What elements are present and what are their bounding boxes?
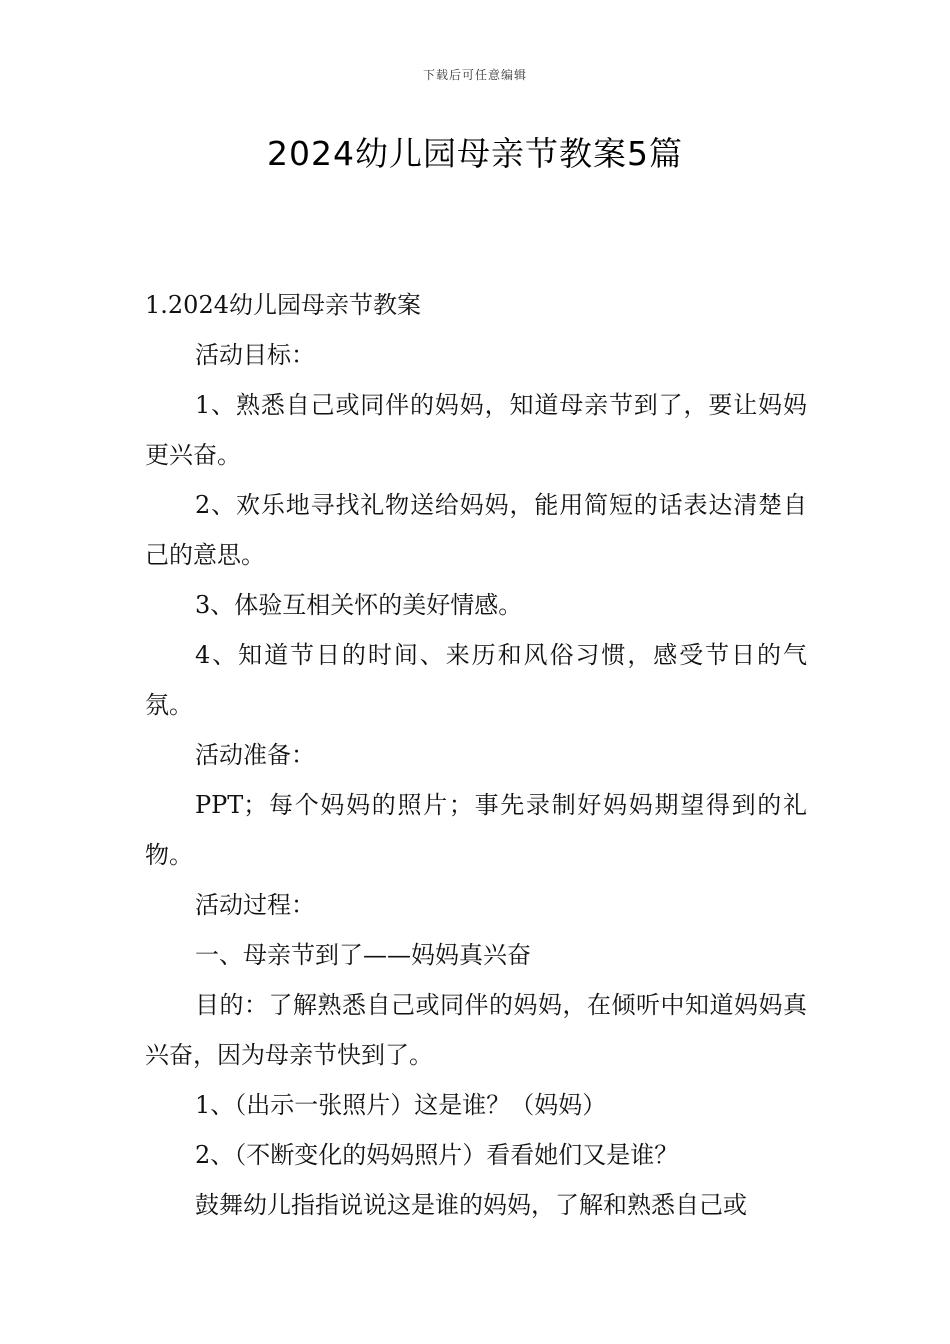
paragraph-activity-goals-label: 活动目标：	[195, 341, 315, 369]
paragraph-step-1-item-1: 1、（出示一张照片）这是谁？（妈妈）	[195, 1091, 607, 1119]
document-title: 2024幼儿园母亲节教案5篇	[267, 134, 683, 173]
header-note: 下载后可任意编辑	[422, 68, 527, 82]
paragraph-step-1-purpose: 目的：了解熟悉自己或同伴的妈妈，在倾听中知道妈妈真兴奋，因为母亲节快到了。	[145, 991, 807, 1069]
document-body	[145, 280, 807, 1230]
paragraph-step-1-heading: 一、母亲节到了——妈妈真兴奋	[195, 941, 531, 969]
paragraph-step-1-note: 鼓舞幼儿指指说说这是谁的妈妈，了解和熟悉自己或	[195, 1191, 747, 1219]
paragraph-goal-3: 3、体验互相关怀的美好情感。	[195, 591, 523, 619]
paragraph-goal-2: 2、欢乐地寻找礼物送给妈妈，能用简短的话表达清楚自己的意思。	[145, 491, 807, 569]
paragraph-goal-1: 1、熟悉自己或同伴的妈妈，知道母亲节到了，要让妈妈更兴奋。	[145, 391, 807, 469]
paragraph-goal-4: 4、知道节日的时间、来历和风俗习惯，感受节日的气氛。	[145, 641, 807, 719]
paragraph-preparation-label: 活动准备：	[195, 741, 315, 769]
paragraph-process-label: 活动过程：	[195, 891, 315, 919]
paragraph-preparation: PPT；每个妈妈的照片；事先录制好妈妈期望得到的礼物。	[145, 791, 807, 869]
section-heading: 1.2024幼儿园母亲节教案	[145, 291, 421, 319]
paragraph-step-1-item-2: 2、（不断变化的妈妈照片）看看她们又是谁？	[195, 1141, 679, 1169]
